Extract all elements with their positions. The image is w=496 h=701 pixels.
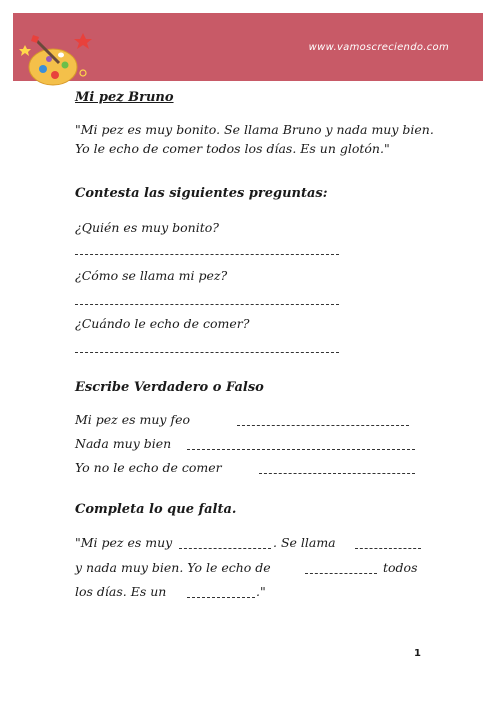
fill-blank-1[interactable] — [179, 548, 271, 549]
fill-text-3: y nada muy bien. Yo le echo de — [75, 560, 271, 575]
fill-text-1: "Mi pez es muy — [75, 535, 173, 550]
true-false-item-3: Yo no le echo de comer — [75, 460, 222, 475]
fill-text-2: . Se llama — [273, 535, 336, 550]
section-true-false-heading: Escribe Verdadero o Falso — [75, 380, 264, 395]
paint-palette-icon — [13, 17, 103, 89]
question-3: ¿Cuándo le echo de comer? — [75, 316, 250, 331]
section-questions-heading: Contesta las siguientes preguntas: — [75, 186, 328, 201]
fill-text-4: todos — [383, 560, 418, 575]
true-false-line-3[interactable] — [259, 473, 415, 474]
page-number: 1 — [414, 648, 421, 659]
story-text: "Mi pez es muy bonito. Se llama Bruno y nada muy bien. Yo le echo de comer todos los días. Es un glotón." — [75, 122, 434, 156]
true-false-line-1[interactable] — [237, 425, 409, 426]
site-url: www.vamoscreciendo.com — [308, 42, 449, 53]
fill-blank-4[interactable] — [187, 597, 255, 598]
answer-line-2[interactable] — [75, 304, 339, 305]
fill-blank-3[interactable] — [305, 573, 377, 574]
fill-blank-2[interactable] — [355, 548, 421, 549]
true-false-item-1: Mi pez es muy feo — [75, 412, 191, 427]
true-false-item-2: Nada muy bien — [75, 436, 172, 451]
answer-line-3[interactable] — [75, 352, 339, 353]
answer-line-1[interactable] — [75, 254, 339, 255]
true-false-line-2[interactable] — [187, 449, 415, 450]
fill-text-5: los días. Es un — [75, 584, 167, 599]
header-banner — [13, 13, 483, 81]
question-1: ¿Quién es muy bonito? — [75, 220, 219, 235]
worksheet-title: Mi pez Bruno — [75, 90, 174, 105]
question-2: ¿Cómo se llama mi pez? — [75, 268, 228, 283]
fill-text-6: ." — [256, 584, 266, 599]
section-complete-heading: Completa lo que falta. — [75, 502, 237, 517]
